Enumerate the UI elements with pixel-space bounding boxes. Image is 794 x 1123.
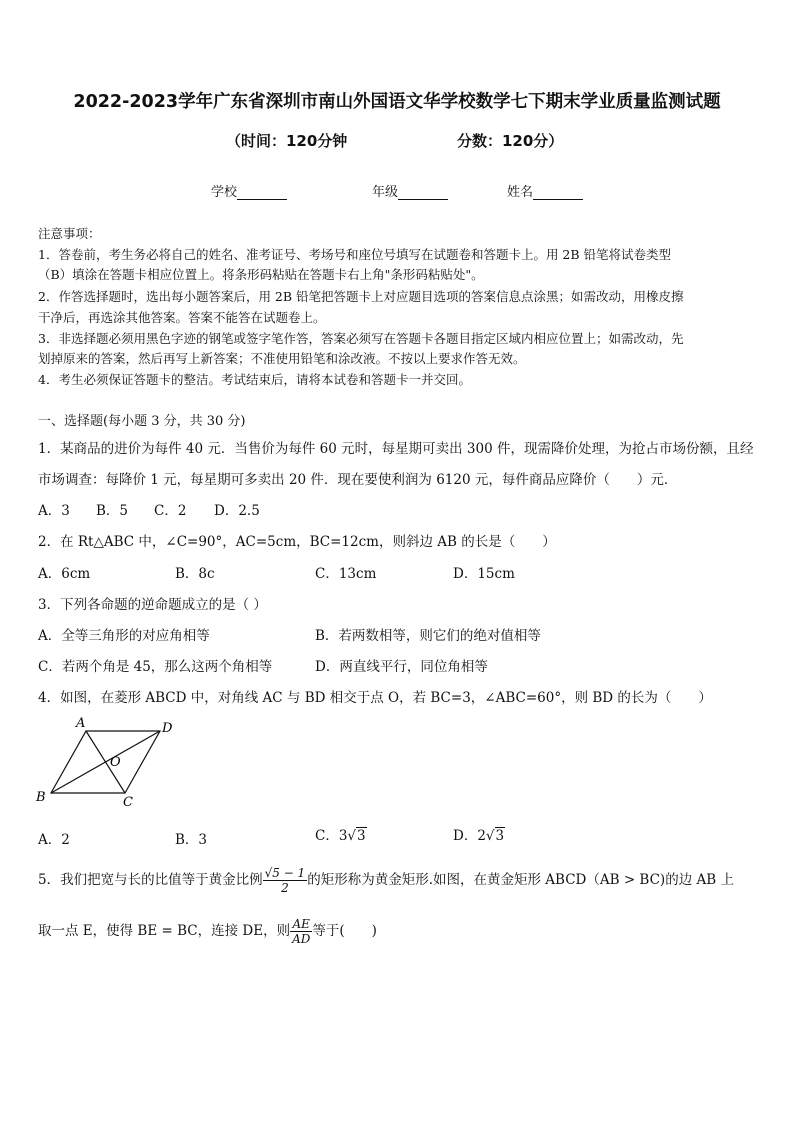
school-blank[interactable] xyxy=(237,187,287,200)
q5-stem-line2 xyxy=(38,917,377,946)
school-field[interactable] xyxy=(211,181,287,200)
q1-option-c[interactable]: C．2 xyxy=(154,503,187,519)
note-line: （B）填涂在答题卡相应位置上。将条形码粘贴在答题卡右上角"条形码粘贴处"。 xyxy=(38,267,484,282)
grade-label: 年级 xyxy=(372,185,399,200)
q2-option-b[interactable]: B．8c xyxy=(175,566,215,582)
q5-stem-pre: 5．我们把宽与长的比值等于黄金比例 xyxy=(38,872,263,888)
q5-line2-post: 等于( ) xyxy=(312,923,377,939)
q5-stem-line1 xyxy=(38,866,734,895)
q4-option-c-prefix: C．3 xyxy=(315,828,348,844)
vertex-label-a: A xyxy=(76,716,86,731)
q4-option-b[interactable]: B．3 xyxy=(175,832,208,848)
q4-option-c[interactable] xyxy=(315,824,367,844)
q4-stem: 4．如图，在菱形 ABCD 中，对角线 AC 与 BD 相交于点 O，若 BC=3，∠ABC=60°，则 BD 的长为（ ） xyxy=(38,690,712,706)
note-line: 1．答卷前，考生务必将自己的姓名、准考证号、考场号和座位号填写在试题卷和答题卡上。用 2B 铅笔将试卷类型 xyxy=(38,247,672,262)
golden-ratio-numerator: √5 − 1 xyxy=(264,866,306,880)
q4-option-a[interactable]: A．2 xyxy=(38,832,70,848)
sqrt-sign: √ xyxy=(485,828,495,844)
q4-option-d-prefix: D．2 xyxy=(453,828,486,844)
q4-option-c-radicand: 3 xyxy=(357,828,366,844)
exam-score: 分数：120分） xyxy=(457,132,564,150)
q1-option-b[interactable]: B．5 xyxy=(96,503,129,519)
grade-field[interactable] xyxy=(372,181,448,200)
ae-ad-fraction xyxy=(290,917,312,946)
golden-ratio-fraction xyxy=(263,866,308,895)
rhombus-figure xyxy=(30,712,180,812)
q3-option-c[interactable]: C．若两个角是 45，那么这两个角相等 xyxy=(38,659,273,675)
note-line: 2．作答选择题时，选出每小题答案后，用 2B 铅笔把答题卡上对应题目选项的答案信息点涂黑；如需改动，用橡皮擦 xyxy=(38,289,684,304)
note-line: 划掉原来的答案，然后再写上新答案；不准使用铅笔和涂改液。不按以上要求作答无效。 xyxy=(38,351,526,366)
q1-option-d[interactable]: D．2.5 xyxy=(214,503,260,519)
q1-option-a[interactable]: A．3 xyxy=(38,503,70,519)
q5-stem-post: 的矩形称为黄金矩形.如图，在黄金矩形 ABCD（AB > BC)的边 AB 上 xyxy=(307,872,734,888)
ratio-denominator: AD xyxy=(292,932,311,946)
name-blank[interactable] xyxy=(533,187,583,200)
page-title: 2022-2023学年广东省深圳市南山外国语文华学校数学七下期末学业质量监测试题 xyxy=(73,92,721,112)
q2-option-a[interactable]: A．6cm xyxy=(38,566,91,582)
sqrt-sign: √ xyxy=(347,828,357,844)
vertex-label-b: B xyxy=(36,790,46,805)
q2-stem: 2．在 Rt△ABC 中，∠C=90°，AC=5cm，BC=12cm，则斜边 AB 的长是（ ） xyxy=(38,534,556,550)
q3-option-b[interactable]: B．若两数相等，则它们的绝对值相等 xyxy=(315,628,541,644)
school-label: 学校 xyxy=(211,185,238,200)
exam-time: （时间：120分钟 xyxy=(226,132,348,150)
q4-option-d[interactable] xyxy=(453,824,505,844)
name-label: 姓名 xyxy=(507,185,534,200)
name-field[interactable] xyxy=(507,181,583,200)
q3-stem: 3．下列各命题的逆命题成立的是（ ） xyxy=(38,597,267,613)
diagonal-bd xyxy=(51,731,160,793)
q3-option-d[interactable]: D．两直线平行，同位角相等 xyxy=(315,659,488,675)
section-heading: 一、选择题(每小题 3 分，共 30 分) xyxy=(38,414,246,429)
grade-blank[interactable] xyxy=(398,187,448,200)
note-line: 干净后，再选涂其他答案。答案不能答在试题卷上。 xyxy=(38,310,326,325)
note-line: 3．非选择题必须用黑色字迹的钢笔或签字笔作答，答案必须写在答题卡各题目指定区域内相应位置上；如需改动，先 xyxy=(38,331,684,346)
note-line: 4．考生必须保证答题卡的整洁。考试结束后，请将本试卷和答题卡一并交回。 xyxy=(38,372,471,387)
vertex-label-d: D xyxy=(162,721,173,736)
notes-heading: 注意事项： xyxy=(38,226,101,241)
q1-stem-line2: 市场调查：每降价 1 元，每星期可多卖出 20 件．现在要使利润为 6120 元，每件商品应降价（ ）元． xyxy=(38,472,678,488)
center-label-o: O xyxy=(110,755,121,770)
vertex-label-c: C xyxy=(123,795,133,810)
ratio-numerator: AE xyxy=(290,917,312,932)
q1-stem-line1: 1．某商品的进价为每件 40 元．当售价为每件 60 元时，每星期可卖出 300 件，现需降价处理，为抢占市场份额，且经 xyxy=(38,441,754,457)
q2-option-c[interactable]: C．13cm xyxy=(315,566,377,582)
golden-ratio-denominator: 2 xyxy=(281,881,289,895)
q2-option-d[interactable]: D．15cm xyxy=(453,566,515,582)
q4-option-d-radicand: 3 xyxy=(495,828,505,844)
q5-line2-pre: 取一点 E，使得 BE = BC，连接 DE，则 xyxy=(38,923,291,939)
q3-option-a[interactable]: A．全等三角形的对应角相等 xyxy=(38,628,210,644)
